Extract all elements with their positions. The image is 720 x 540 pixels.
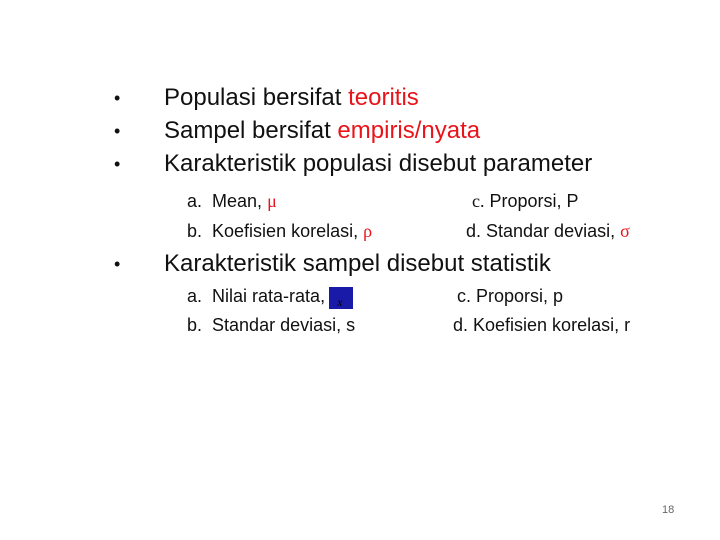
param-item-b — [187, 220, 372, 242]
param-item-b-marker: b. — [187, 221, 203, 241]
bullet-4: • — [114, 254, 121, 274]
sigma-symbol: σ — [620, 221, 630, 241]
stat-item-d: d. Koefisien korelasi, r — [453, 315, 631, 335]
param-item-c-marker: c. — [472, 191, 485, 211]
param-item-b-text: Koefisien korelasi, — [212, 221, 364, 241]
param-item-c-text: Proporsi, P — [484, 191, 579, 211]
stat-item-c: c. Proporsi, p — [457, 286, 564, 306]
param-item-d-text: d. Standar deviasi, — [466, 221, 621, 241]
stat-item-a-marker: a. — [187, 286, 203, 306]
param-item-a-marker: a. — [187, 191, 203, 211]
page-number: 18 — [662, 504, 675, 516]
x-bar-formula — [329, 287, 353, 309]
rho-symbol: ρ — [363, 221, 373, 241]
stat-item-a-text: Nilai rata-rata, — [212, 286, 326, 306]
mu-symbol: μ — [267, 191, 277, 211]
bullet-2: • — [114, 121, 121, 141]
stat-item-b — [187, 314, 355, 336]
bullet-3: • — [114, 154, 121, 174]
line-sampel-prefix: Sampel bersifat — [164, 117, 338, 144]
param-item-a — [187, 190, 277, 212]
line-populasi-emphasis: teoritis — [348, 84, 419, 111]
param-item-a-text: Mean, — [212, 191, 268, 211]
param-item-c — [472, 190, 579, 212]
line-parameter: Karakteristik populasi disebut parameter — [164, 150, 593, 177]
line-populasi — [164, 84, 419, 112]
line-populasi-prefix: Populasi bersifat — [164, 84, 349, 111]
stat-item-b-text: Standar deviasi, s — [212, 315, 356, 335]
param-item-d — [466, 220, 630, 242]
line-sampel — [164, 117, 480, 145]
line-statistik: Karakteristik sampel disebut statistik — [164, 250, 551, 277]
stat-item-b-marker: b. — [187, 315, 203, 335]
line-sampel-emphasis: empiris/nyata — [337, 117, 481, 144]
x-bar-symbol: x — [337, 295, 343, 309]
stat-item-a — [187, 285, 353, 309]
bullet-1: • — [114, 88, 121, 108]
